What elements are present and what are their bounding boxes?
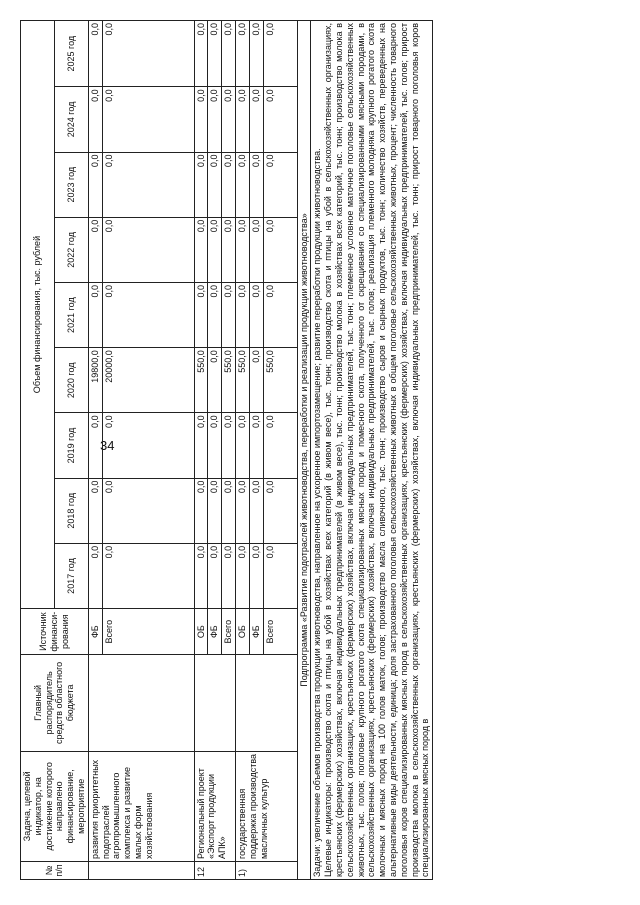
header-year: 2023 год xyxy=(54,152,88,217)
cell-value: 0,0 xyxy=(235,413,249,478)
cell-value: 0,0 xyxy=(249,478,263,543)
subprogram-title-row xyxy=(297,21,311,880)
cell-value: 0,0 xyxy=(88,478,102,543)
cell-value: 0,0 xyxy=(235,87,249,152)
cell-value: 0,0 xyxy=(88,413,102,478)
cell-administrator xyxy=(88,655,194,751)
cell-num: 1) xyxy=(235,861,297,879)
cell-value: 0,0 xyxy=(235,282,249,347)
cell-value: 0,0 xyxy=(222,413,236,478)
cell-value: 0,0 xyxy=(194,152,208,217)
cell-value: 0,0 xyxy=(249,21,263,87)
cell-value: 0,0 xyxy=(249,348,263,413)
cell-value: 0,0 xyxy=(88,21,102,87)
header-year: 2018 год xyxy=(54,478,88,543)
cell-value: 0,0 xyxy=(208,478,222,543)
header-task: Задача, целевой индикатор, на достижение которого направлено финансирование, мероприятие xyxy=(21,751,89,861)
header-row-1 xyxy=(21,21,55,880)
cell-value: 550,0 xyxy=(235,348,249,413)
header-year: 2024 год xyxy=(54,87,88,152)
cell-value: 0,0 xyxy=(235,217,249,282)
cell-num: 12 xyxy=(194,861,235,879)
cell-value: 0,0 xyxy=(263,152,297,217)
cell-value: 0,0 xyxy=(88,543,102,608)
cell-value: 0,0 xyxy=(102,413,194,478)
cell-value: 0,0 xyxy=(102,543,194,608)
cell-value: 0,0 xyxy=(222,478,236,543)
cell-value: 0,0 xyxy=(263,543,297,608)
cell-value: 0,0 xyxy=(235,152,249,217)
cell-value: 20000,0 xyxy=(102,348,194,413)
header-year: 2022 год xyxy=(54,217,88,282)
cell-value: 0,0 xyxy=(235,21,249,87)
cell-value: 0,0 xyxy=(263,87,297,152)
header-num: № п/п xyxy=(21,861,89,879)
cell-value: 0,0 xyxy=(88,87,102,152)
cell-source: ОБ xyxy=(194,609,208,655)
cell-value: 0,0 xyxy=(208,282,222,347)
cell-source: ФБ xyxy=(208,609,222,655)
cell-value: 0,0 xyxy=(88,152,102,217)
header-funding-group: Объем финансирования, тыс. рублей xyxy=(21,21,55,609)
cell-value: 0,0 xyxy=(222,87,236,152)
cell-value: 19800,0 xyxy=(88,348,102,413)
header-year: 2017 год xyxy=(54,543,88,608)
cell-value: 0,0 xyxy=(249,543,263,608)
cell-value: 0,0 xyxy=(222,152,236,217)
cell-value: 0,0 xyxy=(194,413,208,478)
cell-source: Всего xyxy=(222,609,236,655)
cell-value: 0,0 xyxy=(222,282,236,347)
cell-source: ФБ xyxy=(88,609,102,655)
cell-num xyxy=(88,861,194,879)
indicators-text: Целевые индикаторы: производство скота и птицы на убой в хозяйствах всех категорий (в живом весе), тыс. тонн; производство скота и птицы на убой в сельскохозяйственных организациях, крестьянских (фермерских) хозяйствах, включая индивидуальных предпринимателей (в живом весе), тыс. тонн; производство молока в хозяйствах всех категорий, тыс. тонн; производство молока в сельскохозяйственных организациях, крестьянских (фермерских) хозяйствах, включая индивидуальных предпринимателей, тыс. тонн; племенное условное маточное поголовье сельскохозяйственных животных, тыс. голов; поголовье крупного рогатого скота специализированных мясных пород и помесного скота, полученного от скрещивания со специализированными мясными породами, в сельскохозяйственных организациях, крестьянских (фермерских) хозяйствах, включая индивидуальных предпринимателей, тыс. голов; реализация племенного молодняка крупного рогатого скота молочных и мясных пород на 100 голов маток, голов; производство масла сливочного, тыс. тонн; производство сыров и сырных продуктов, тыс. тонн; количество хозяйств, переведенных на альтернативные виды деятельности, единица; доля застрахованного поголовья сельскохозяйственных животных в общем поголовье сельскохозяйственных животных, процент; численность товарного поголовья коров специализированных мясных пород в сельскохозяйственных организациях, крестьянских (фермерских) хозяйствах, включая индивидуальных предпринимателей, тыс. голов; прирост производства молока в сельскохозяйственных организациях, крестьянских (фермерских) хозяйствах, включая индивидуальных предпринимателей, тыс. тонн; прирост товарного поголовья коров специализированных мясных пород в xyxy=(323,23,431,877)
cell-value: 0,0 xyxy=(235,543,249,608)
cell-value: 0,0 xyxy=(208,87,222,152)
cell-source: Всего xyxy=(263,609,297,655)
header-administrator: Главный распорядитель средств областного бюджета xyxy=(21,655,89,751)
cell-value: 0,0 xyxy=(249,152,263,217)
cell-value: 0,0 xyxy=(194,282,208,347)
cell-value: 0,0 xyxy=(249,282,263,347)
cell-task: государственная поддержка производства масличных культур xyxy=(235,751,297,861)
page-number: 34 xyxy=(100,438,115,453)
cell-value: 0,0 xyxy=(208,21,222,87)
header-year: 2020 год xyxy=(54,348,88,413)
cell-value: 0,0 xyxy=(208,543,222,608)
cell-value: 0,0 xyxy=(194,543,208,608)
cell-value: 0,0 xyxy=(263,478,297,543)
cell-value: 0,0 xyxy=(194,478,208,543)
cell-value: 0,0 xyxy=(194,217,208,282)
cell-value: 0,0 xyxy=(88,282,102,347)
cell-value: 0,0 xyxy=(263,217,297,282)
header-year: 2021 год xyxy=(54,282,88,347)
subprogram-title: Подпрограмма «Развитие подотраслей животноводства, переработки и реализации продукции животноводства» xyxy=(297,21,311,880)
cell-value: 0,0 xyxy=(235,478,249,543)
cell-value: 550,0 xyxy=(222,348,236,413)
cell-value: 0,0 xyxy=(249,87,263,152)
cell-value: 0,0 xyxy=(102,282,194,347)
table-row xyxy=(235,21,249,880)
cell-administrator xyxy=(194,655,235,751)
cell-value: 0,0 xyxy=(194,21,208,87)
document-sheet xyxy=(20,20,620,880)
cell-value: 0,0 xyxy=(102,152,194,217)
cell-value: 0,0 xyxy=(222,21,236,87)
header-year: 2019 год xyxy=(54,413,88,478)
cell-task: Региональный проект «Экспорт продукции АПК» xyxy=(194,751,235,861)
table-row xyxy=(88,21,102,880)
indicators-cell xyxy=(311,21,433,880)
cell-value: 0,0 xyxy=(102,217,194,282)
cell-value: 0,0 xyxy=(249,217,263,282)
cell-value: 0,0 xyxy=(249,413,263,478)
cell-administrator xyxy=(235,655,297,751)
cell-source: ФБ xyxy=(249,609,263,655)
cell-value: 0,0 xyxy=(263,413,297,478)
cell-value: 0,0 xyxy=(88,217,102,282)
cell-value: 550,0 xyxy=(194,348,208,413)
cell-source: ОБ xyxy=(235,609,249,655)
cell-value: 0,0 xyxy=(102,87,194,152)
cell-value: 550,0 xyxy=(263,348,297,413)
indicators-row xyxy=(311,21,433,880)
header-year: 2025 год xyxy=(54,21,88,87)
cell-value: 0,0 xyxy=(102,478,194,543)
cell-value: 0,0 xyxy=(208,413,222,478)
cell-value: 0,0 xyxy=(222,217,236,282)
table-row xyxy=(194,21,208,880)
cell-value: 0,0 xyxy=(102,21,194,87)
tasks-text: Задачи: увеличение объемов производства продукции животноводства, направленное на ускоренное импортозамещение; развитие переработки продукции животноводства. xyxy=(312,148,323,877)
cell-value: 0,0 xyxy=(208,152,222,217)
cell-task: развития приоритетных подотраслей агропромышленного комплекса и развитие малых форм хозяйствования xyxy=(88,751,194,861)
funding-table xyxy=(20,20,433,880)
cell-value: 0,0 xyxy=(208,217,222,282)
cell-source: Всего xyxy=(102,609,194,655)
header-source: Источник финанси-рования xyxy=(21,609,89,655)
cell-value: 0,0 xyxy=(208,348,222,413)
cell-value: 0,0 xyxy=(222,543,236,608)
cell-value: 0,0 xyxy=(263,282,297,347)
cell-value: 0,0 xyxy=(194,87,208,152)
cell-value: 0,0 xyxy=(263,21,297,87)
